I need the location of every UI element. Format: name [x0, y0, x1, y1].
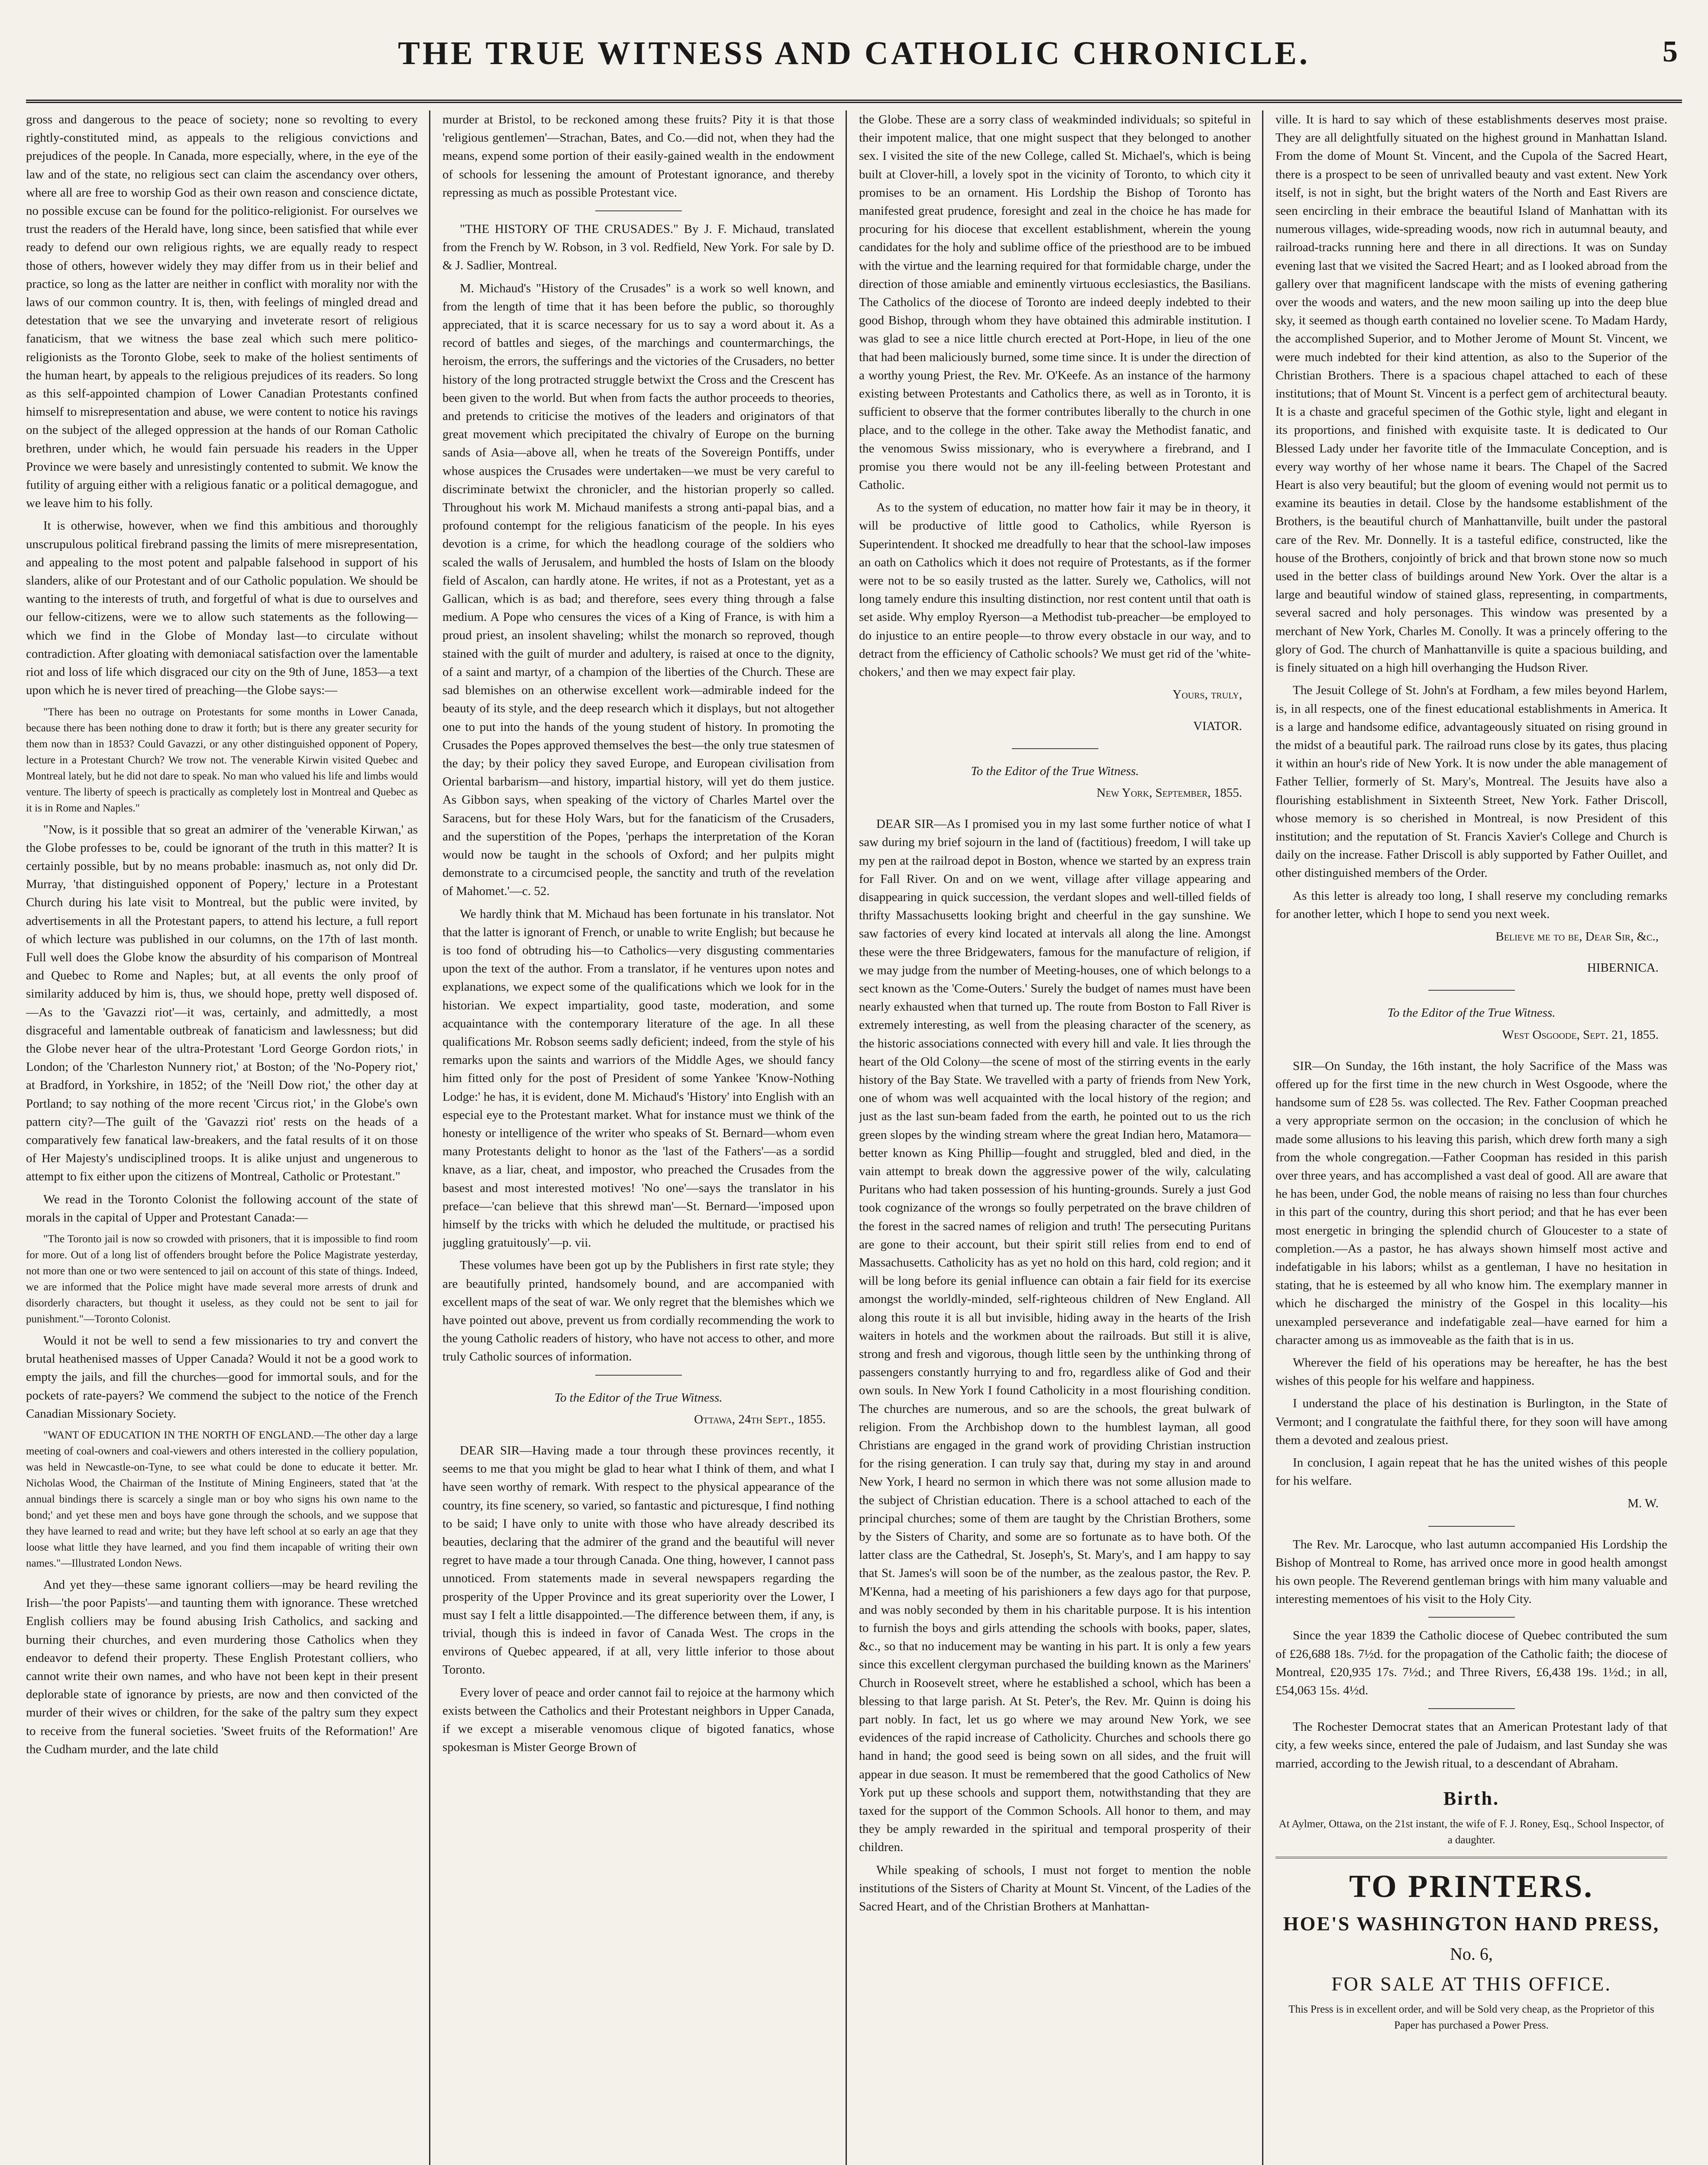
newspaper-title: THE TRUE WITNESS AND CATHOLIC CHRONICLE.: [398, 35, 1310, 71]
paragraph: While speaking of schools, I must not forget to mention the noble institutions of the Sisters of Charity at Mount St. Vincent, of the Ladies of the Sacred Heart, and of the Christian Brothers at Manhattan-: [859, 1863, 1251, 1914]
paragraph: We hardly think that M. Michaud has been fortunate in his translator. Not that the latter is ignorant of French, or unable to write English; but because he is too fond of obtruding his—to Catholics—very disgusting commentaries upon the text of the author. From a translator, if he ventures upon notes and explanations, we expect some of the qualifications which we look for in the historian. We expect impartiality, good taste, moderation, and some acquaintance with the contemporary literature of the age. In all these qualifications Mr. Robson seems sadly deficient; indeed, from the style of his remarks upon the saints and warriors of the Middle Ages, we should fancy him fitted only for the post of President of some Yankee 'Know-Nothing Lodge:' he has, it is evident, done M. Michaud's 'History' into English with an especial eye to the Protestant market. What for instance must we think of the honesty or intelligence of the writer who speaks of St. Bernard—whom even many Protestants delight to honor as the 'last of the Fathers'—as a sordid knave, as a liar, cheat, and impostor, who preached the Crusades from the basest and most interested motives! 'No one'—says the translator in his preface—'can believe that this shrewd man'—St. Bernard—'imposed upon himself by the tricks with which he deluded the multitude, or practised his juggling gratuitously'—p. vii.: [442, 907, 834, 1250]
newspaper-page: [26, 17, 1682, 2165]
section-divider: [595, 1375, 682, 1376]
column-2: [442, 110, 834, 2165]
paragraph: And yet they—these same ignorant colliers—may be heard reviling the Irish—'the poor Papists'—and taunting them with ignorance. These wretched English colliers may be found abusing Irish Catholics, and sacking and burning their churches, and even murdering those Catholics when they endeavor to defend their property. These English Protestant colliers, who cannot write their own names, and who have not been kept in their present deplorable state of ignorance by priests, are now and then convicted of the murder of their wives or children, for the sake of the paltry sum they expect to receive from the funeral societies. 'Sweet fruits of the Reformation!' Are the Cudham murder, and the late child: [26, 1577, 418, 1756]
page-number: 5: [1663, 35, 1678, 68]
letter-dateline: West Osgoode, Sept. 21, 1855.: [1502, 1028, 1659, 1042]
paragraph: We read in the Toronto Colonist the following account of the state of morals in the capital of Upper and Protestant Canada:—: [26, 1192, 418, 1225]
paragraph: These volumes have been got up by the Publishers in first rate style; they are beautifully printed, handsomely bound, and are accompanied with excellent maps of the seat of war. We only regret that the blemishes which we have pointed out above, prevent us from cordially recommending the work to the young Catholic readers of history, who have not access to other, and more truly Catholic sources of information.: [442, 1258, 834, 1364]
paragraph: The Jesuit College of St. John's at Fordham, a few miles beyond Harlem, is, in all respects, one of the finest educational establishments in America. It is a large and handsome edifice, advantageously situated on rising ground in the midst of a beautiful park. The railroad runs close by its gates, thus placing it within an hour's ride of New York. It is now under the able management of Father Tellier, formerly of St. Mary's, Montreal. The Jesuits have also a flourishing establishment in Sixteenth Street, New York. Father Driscoll, whose memory is so cherished in Montreal, is now President of this institution; and the reputation of St. Francis Xavier's College and Church is daily on the increase. Father Driscoll is ably supported by Father Ouillet, and other distinguished members of the Order.: [1275, 683, 1667, 880]
paragraph: The Rochester Democrat states that an American Protestant lady of that city, a few weeks since, entered the pale of Judaism, and last Sunday she was married, according to the Jewish ritual, to a descendant of Abraham.: [1275, 1720, 1667, 1771]
birth-notice: At Aylmer, Ottawa, on the 21st instant, the wife of F. J. Roney, Esq., School Inspector, of a daughter.: [1279, 1818, 1664, 1846]
column-3: [859, 110, 1251, 2165]
letter-dateline: New York, September, 1855.: [1096, 785, 1242, 800]
book-review-heading: "THE HISTORY OF THE CRUSADES." By J. F. Michaud, translated from the French by W. Robson, in 3 vol. Redfield, New York. For sale by D. & J. Sadlier, Montreal.: [442, 222, 834, 273]
letter-closing: Yours, truly,: [1172, 688, 1242, 702]
paragraph: The Rev. Mr. Larocque, who last autumn accompanied His Lordship the Bishop of Montreal to Rome, has arrived once more in good health amongst his own people. The Reverend gentleman brings with him many valuable and interesting mementoes of his visit to the Holy City.: [1275, 1537, 1667, 1606]
section-divider: [1428, 1617, 1515, 1618]
quotation: "There has been no outrage on Protestants for some months in Lower Canada, because there has been nothing done to draw it forth; but is there any greater security for them now than in 1853? Could Gavazzi, or any other distinguished opponent of Popery, lecture in a Protestant Church? We trow not. The venerable Kirwin visited Quebec and Montreal lately, but he did not dare to speak. No man who valued his life and limbs would venture. The liberty of speech is practically as completely lost in Montreal and Quebec as it is in Rome and Naples.": [26, 706, 418, 814]
ad-title: TO PRINTERS.: [1349, 1868, 1594, 1904]
column-divider: [429, 110, 430, 2165]
paragraph: M. Michaud's "History of the Crusades" is a work so well known, and from the length of time that it has been before the public, so thoroughly appreciated, that it is scarce necessary for us to say a word about it. As a record of battles and sieges, of the marchings and countermarchings, the heroism, the errors, the sufferings and the victories of the Crusaders, no better history of the long protracted struggle betwixt the Cross and the Crescent has been given to the world. But when from facts the author proceeds to theories, and pretends to criticise the motives of the leaders and originators of that great movement which precipitated the chivalry of Europe on the burning sands of Asia—above all, when he treats of the Sovereign Pontiffs, under whose auspices the Crusades were undertaken—we must be very careful to discriminate betwixt the chronicler, and the historian properly so called. Throughout his work M. Michaud manifests a strong anti-papal bias, and a profound contempt for the religious fanaticism of the people. In his eyes devotion is a crime, for which the headlong courage of the soldiers who scaled the walls of Jerusalem, and humbled the hosts of Islam on the bloody field of Ascalon, can hardly atone. He writes, if not as a Protestant, yet as a Gallican, which is as bad; and therefore, sees every thing through a false medium. A Pope who censures the vices of a King of France, is with him a proud priest, an insolent shaveling; whilst the monarch so reproved, though stained with the guilt of murder and adultery, is raised at once to the dignity, of a saint and martyr, of a champion of the liberties of the Church. These are sad blemishes on an otherwise excellent work—admirable indeed for the beauty of its style, and the deep research which it displays, but not altogether one to put into the hands of the young student of history. In promoting the Crusades the Popes approved themselves the best—the only true statesmen of the day; by their policy they saved Europe, and European civilisation from Oriental barbarism—and history, impartial history, will yet do them justice. As Gibbon says, when speaking of the victory of Charles Martel over the Saracens, but for these Holy Wars, but for the fanaticism of the Crusaders, and the superstition of the Popes, 'perhaps the interpretation of the Koran would now be taught in the schools of Oxford; and her pulpits might demonstrate to a circumcised people, the sanctity and truth of the revelation of Mahomet.'—c. 52.: [442, 281, 834, 898]
section-divider: [1428, 1708, 1515, 1709]
section-divider: [1428, 990, 1515, 991]
paragraph: Every lover of peace and order cannot fail to rejoice at the harmony which exists between the Catholics and their Protestant neighbors in Upper Canada, if we except a miserable venomous clique of bigoted fanatics, whose spokesman is Mister George Brown of: [442, 1685, 834, 1755]
paragraph: SIR—On Sunday, the 16th instant, the holy Sacrifice of the Mass was offered up for the first time in the new church in West Osgoode, where the handsome sum of £28 5s. was collected. The Rev. Father Coopman preached a very appropriate sermon on the occasion; in the conclusion of which he made some allusions to his leaving this parish, which drew forth many a sigh from the whole congregation.—Father Coopman has resided in this parish over three years, and has accomplished a vast deal of good. All are aware that he has been, under God, the noble means of raising no less than four churches in this part of the country, during this short period; and that he has ever been most energetic in bringing the splendid church of Gloucester to a state of completion.—As a pastor, he has always shown himself most active and indefatigable in his labors; whilst as a gentleman, I have no hesitation in stating, that he is esteemed by all who know him. The exemplary manner in which he discharged the ministry of the Gospel in this locality—his unexampled perseverance and indefatigable zeal—have earned for him a character among us as immoveable as the faith that is in us.: [1275, 1059, 1667, 1347]
letter-signature: M. W.: [1627, 1496, 1659, 1511]
ad-line: FOR SALE AT THIS OFFICE.: [1331, 1972, 1611, 1995]
ad-note: This Press is in excellent order, and will be Sold very cheap, as the Proprietor of this Paper has purchased a Power Press.: [1288, 2003, 1654, 2031]
column-divider: [1262, 110, 1263, 2165]
letter-heading: To the Editor of the True Witness.: [1387, 1006, 1556, 1020]
paragraph: murder at Bristol, to be reckoned among these fruits? Pity it is that those 'religious gentlemen'—Strachan, Bates, and Co.—did not, when they had the means, expend some portion of their easily-gained wealth in the endowment of schools for lessening the amount of Protestant ignorance, and thereby repressing as much as possible Protestant vice.: [442, 113, 834, 200]
paragraph: DEAR SIR—Having made a tour through these provinces recently, it seems to me that you might be glad to hear what I think of them, and what I have seen worthy of remark. With respect to the physical appearance of the country, its fine scenery, so varied, so fantastic and picturesque, I find nothing to be said; I have only to unite with those who have already described its beauties, declaring that the admirer of the grand and the beautiful will never regret to have made a tour through Canada. One thing, however, I cannot pass unnoticed. From statements made in several newspapers regarding the prosperity of the Upper Province and its great superiority over the Lower, I must say I felt a little disappointed.—The difference between them, if any, is trivial, though this is indeed in favor of Canada West. The crops in the environs of Quebec appeared, if at all, very little inferior to those about Toronto.: [442, 1444, 834, 1677]
ad-line: No. 6,: [1450, 1944, 1493, 1964]
paragraph: As this letter is already too long, I shall reserve my concluding remarks for another letter, which I hope to send you next week.: [1275, 889, 1667, 921]
quotation: "The Toronto jail is now so crowded with prisoners, that it is impossible to find room for more. Out of a long list of offenders brought before the Police Magistrate yesterday, not more than one or two were sentenced to jail on account of this state of things. Indeed, we are informed that the Police might have made several more arrests of drunk and disorderly characters, but thought it useless, as they could not be sent to jail for punishment."—Toronto Colonist.: [26, 1233, 418, 1325]
paragraph: Would it not be well to send a few missionaries to try and convert the brutal heathenised masses of Upper Canada? Would it not be a good work to empty the jails, and fill the churches—good for immortal souls, and for the pockets of rate-payers? We commend the subject to the notice of the French Canadian Missionary Society.: [26, 1333, 418, 1421]
section-divider: [595, 210, 682, 211]
section-divider: [1428, 1526, 1515, 1527]
column-4: [1275, 110, 1667, 2165]
paragraph: I understand the place of his destination is Burlington, in the State of Vermont; and I congratulate the faithful there, for they soon will have among them a devoted and zealous priest.: [1275, 1396, 1667, 1447]
letter-dateline: Ottawa, 24th Sept., 1855.: [694, 1412, 826, 1426]
paragraph: the Globe. These are a sorry class of weakminded individuals; so spiteful in their impotent malice, that one might suspect that they belonged to another sex. I visited the site of the new College, called St. Michael's, which is being built at Clover-hill, a lovely spot in the vicinity of Toronto, to which city it promises to be an ornament. His Lordship the Bishop of Toronto has manifested great prudence, foresight and zeal in the choice he has made for procuring for his diocese that excellent establishment, wherein the young candidates for the holy and sublime office of the priesthood are to be imbued with the virtue and the learning required for that formidable charge, under the direction of those amiable and eminently virtuous ecclesiastics, the Basilians. The Catholics of the diocese of Toronto are indeed deeply indebted to their good Bishop, through whom they have obtained this admirable institution. I was glad to see a nice little church erected at Port-Hope, in lieu of the one that had been maliciously burned, some time since. It is under the direction of a worthy young Priest, the Rev. Mr. O'Keefe. As an instance of the harmony existing between Protestants and Catholics there, as well as in Toronto, it is sufficient to observe that the former contributes liberally to the church in one place, and to the college in the other. Take away the Methodist fanatic, and the venomous Swiss missionary, who is everywhere a firebrand, and I promise you there would not be any ill-feeling between Protestant and Catholic.: [859, 113, 1251, 492]
paragraph: It is otherwise, however, when we find this ambitious and thoroughly unscrupulous political firebrand passing the limits of mere misrepresentation, and appealing to the most potent and palpable falsehood in support of his slanders, alike of our Protestant and of our Catholic population. We should be wanting to the interests of truth, and forgetful of what is due to ourselves and our fellow-citizens, were we to allow such statements as the following—which we find in the Globe of Monday last—to circulate without contradiction. After gloating with demoniacal satisfaction over the lamentable riot and loss of life which disgraced our city on the 9th of June, 1853—a text upon which he is never tired of preaching—the Globe says:—: [26, 519, 418, 698]
letter-heading: To the Editor of the True Witness.: [971, 764, 1139, 778]
column-divider: [846, 110, 847, 2165]
section-divider: [1012, 748, 1098, 749]
paragraph: As to the system of education, no matter how fair it may be in theory, it will be productive of little good to Catholics, while Ryerson is Superintendent. It shocked me dreadfully to hear that the school-law imposes an oath on Catholics which it does not require of Protestants, as if the former were not to be so easily trusted as the latter. Surely we, Catholics, will not long tamely endure this insulting distinction, nor rest content until that oath is set aside. Why employ Ryerson—a Methodist tub-preacher—be employed to do injustice to an entire people—to throw every obstacle in our way, and to detract from the efficiency of Catholic schools? We must get rid of the 'white-chokers,' and then we may expect fair play.: [859, 501, 1251, 679]
advertisement: [1275, 1857, 1667, 2033]
masthead: [26, 17, 1682, 103]
paragraph: ville. It is hard to say which of these establishments deserves most praise. They are all delightfully situated on the highest ground in Manhattan Island. From the dome of Mount St. Vincent, and the Cupola of the Sacred Heart, there is a prospect to be seen of unrivalled beauty and vast extent. New York itself, is not in sight, but the bright waters of the North and East Rivers are seen encircling in their embrace the beautiful Island of Manhattan with its numerous villages, wide-spreading woods, now rich in autumnal beauty, and railroad-tracks running here and there in all directions. It was on Sunday evening last that we visited the Sacred Heart; and as I looked abroad from the gallery over that magnificent landscape with the mists of evening gathering over the woods and waters, and the new moon sailing up into the deep blue sky, it seemed as though earth contained no lovelier scene. To Madam Hardy, the accomplished Superior, and to Mother Jerome of Mount St. Vincent, we were much indebted for their kind attention, as also to the Superior of the Christian Brothers. There is a spacious chapel attached to each of these institutions; that of Mount St. Vincent is a perfect gem of architectural beauty. It is a chaste and graceful specimen of the Gothic style, light and elegant in its proportions, and finished with exquisite taste. It is dedicated to Our Blessed Lady under her favorite title of the Immaculate Conception, and is every way worthy of her whose name it bears. The Chapel of the Sacred Heart is also very beautiful; but the gloom of evening would not permit us to examine its beauties in detail. Close by the handsome establishment of the Brothers, is the beautiful church of Manhattanville, built under the pastoral care of the Rev. Mr. Donnelly. It is a tasteful edifice, constructed, like the house of the Brothers, conjointly of brick and that brown stone now so much used in the better class of buildings around New York. Over the altar is a large and beautiful window of stained glass, representing, in compartments, several sacred and holy personages. This window was presented by a merchant of New York, Charles M. Conolly. It was a princely offering to the glory of God. The church of Manhattanville is quite a spacious building, and is finely situated on a high hill overhanging the Hudson River.: [1275, 113, 1667, 675]
paragraph: Wherever the field of his operations may be hereafter, he has the best wishes of this people for his welfare and happiness.: [1275, 1356, 1667, 1388]
column-1: [26, 110, 418, 2165]
paragraph: DEAR SIR—As I promised you in my last some further notice of what I saw during my brief sojourn in the land of (factitious) freedom, I will take up my pen at the railroad depot in Boston, whence we started by an express train for Fall River. On and on we went, village after village appearing and disappearing in quick succession, the verdant slopes and well-tilled fields of thrifty Massachusetts looking bright and cheerful in the gay sunshine. We saw factories of every kind located at intervals all along the line. Amongst these were the three Bridgewaters, famous for the manufacture of religion, if we may judge from the number of Meeting-houses, one of which belongs to a sect known as the 'Come-Outers.' Surely the budget of names must have been nearly exhausted when that turned up. The route from Boston to Fall River is extremely interesting, as well from the pleasing character of the scenery, as the historic associations connected with every hill and vale. It lies through the heart of the Old Colony—the scene of most of the stirring events in the early history of the Bay State. We travelled with a party of friends from New York, one of whom was well acquainted with the local history of the region; and just as the last sun-beam faded from the earth, he pointed out to us the rich green slopes by the winding stream where the great Indian hero, Matamora—better known as King Phillip—fought and struggled, bled and died, in the vain attempt to break down the aggressive power of the wily, calculating Puritans who had taken possession of his hunting-grounds. Surely a just God took cognizance of the wrongs so foully perpetrated on the brave children of the forest in the sacred names of religion and truth! The persecuting Puritans are gone to their account, but their spirit still relies from end to end of Massachusetts. Catholicity has as yet no hold on this hard, cold region; and it will be long before its genial influence can obtain a fair field for its exercise amongst the worldly-minded, self-righteous children of New England. All along this route it is all but invisible, hiding away in the hearts of the Irish waiters in hotels and the workmen about the railroads. But still it is alive, strong and fresh and vigorous, though little seen by the unthinking throng of passengers constantly hurrying to and fro, regardless alike of God and their own souls. In New York I found Catholicity in a most flourishing condition. The churches are numerous, and so are the schools, the great bulwark of religion. From the Archbishop down to the humblest layman, all good Christians are engaged in the grand work of providing Christian instruction for the rising generation. I can truly say that, during my stay in and around New York, I heard no sermon in which there was not some allusion made to the subject of Christian education. There is a school attached to each of the principal churches; some of them are taught by the Christian Brothers, some by the Sisters of Charity, and some are so fortunate as to have both. Of the latter class are the Cathedral, St. Joseph's, St. Mary's, and I am happy to say that St. James's will soon be of the number, as the zealous pastor, the Rev. P. M'Kenna, had a meeting of his parishioners a few days ago for that purpose, and was nobly seconded by them in his charitable purpose. It is his intention to furnish the boys and girls attending the schools with books, paper, slates, &c., so that no inducement may be wanting in his part. It is only a few years since this excellent clergyman purchased the building known as the Mariners' Church in Roosevelt street, where he established a school, which has been a blessing to that large parish. At St. Peter's, the Rev. Mr. Quinn is doing his part nobly. In fact, let us go where we may around New York, we see evidences of the rapid increase of Catholicity. Churches and schools there go hand in hand; the good seed is being sown on all sides, and the fruit will appear in due season. It must be remembered that the good Catholics of New York put up these schools and support them, notwithstanding that they are taxed for the support of the Common Schools. All honor to them, and may they be amply rewarded in the spiritual and temporal prosperity of their children.: [859, 817, 1251, 1855]
paragraph: In conclusion, I again repeat that he has the united wishes of this people for his welfare.: [1275, 1456, 1667, 1488]
ad-line: HOE'S WASHINGTON HAND PRESS,: [1283, 1912, 1660, 1935]
letter-heading: To the Editor of the True Witness.: [554, 1390, 723, 1405]
letter-closing: Believe me to be, Dear Sir, &c.,: [1495, 929, 1659, 944]
quotation: "WANT OF EDUCATION IN THE NORTH OF ENGLAND.—The other day a large meeting of coal-owners and coal-viewers and others interested in the colliery population, was held in Newcastle-on-Tyne, to see what could be done to educate it better. Mr. Nicholas Wood, the Chairman of the Institute of Mining Engineers, stated that 'at the annual bindings there is scarcely a single man or boy who signs his own name to the bond;' and yet these men and boys have gone through the schools, and we suppose that they have learned to read and write; but they have left school at so early an age that they loose what little they have learned, and you find them incapable of writing their own names."—Illustrated London News.: [26, 1429, 418, 1569]
paragraph: "Now, is it possible that so great an admirer of the 'venerable Kirwan,' as the Globe professes to be, could be ignorant of the truth in this matter? It is certainly possible, but by no means probable: inasmuch as, not only did Dr. Murray, 'that distinguished opponent of Popery,' lecture in a Protestant Church during his late visit to Montreal, but the public were invited, by advertisements in all the Protestant papers, to attend his lecture, a full report of which lecture was published in our columns, on the 17th of last month. Full well does the Globe know the absurdity of his comparison of Montreal and Quebec to Rome and Naples; but, at all events the only proof of similarity adduced by him is, thus, we should hope, pretty well disposed of.—As to the 'Gavazzi riot'—it was, certainly, and admittedly, a most disgraceful and lamentable outbreak of fanaticism and lawlessness; but did the Globe never hear of the ultra-Protestant 'Lord George Gordon riots,' in London; of the 'Charleston Nunnery riot,' at Boston; of the 'No-Popery riot,' at Bradford, in Yorkshire, in 1852; of the 'Neill Dow riot,' the other day at Portland; to say nothing of the more recent 'Circus riot,' in the Globe's own pattern city?—The guilt of the 'Gavazzi riot' rests on the heads of a comparatively few fanatical law-breakers, and the fatal results of it on those of Her Majesty's undisciplined troops. It is alike unjust and ungenerous to attempt to fix either upon the citizens of Montreal, Catholic or Protestant.": [26, 822, 418, 1184]
paragraph: gross and dangerous to the peace of society; none so revolting to every rightly-constituted mind, as appeals to the religious convictions and prejudices of the people. In Canada, more especially, where, in the eye of the law and of the state, no religious sect can claim the ascendancy over others, where all are free to worship God as their own reason and conscience dictate, no possible excuse can be found for the politico-religionist. For ourselves we trust the readers of the Herald have, long since, been satisfied that while ever ready to defend our own religious rights, we are equally ready to respect those of others, however widely they may differ from us in their belief and practice, so long as the latter are neither in conflict with morality nor with the laws of our common country. It is, then, with feelings of mingled dread and detestation that we see the unvarying and inveterate resort of religious fanaticism, that we witness the base zeal which such mere politico-religionists as the Toronto Globe, seek to make of the holiest sentiments of the human heart, by appeals to the religious prejudices of its readers. So long as this self-appointed champion of Lower Canadian Protestants confined himself to misrepresentation and abuse, we were content to notice his ravings on the subject of the alleged oppression at the hands of our Roman Catholic brethren, under which, he would fain persuade his readers in the Upper Province we were basely and unresistingly contented to submit. We know the futility of arguing either with a religious fanatic or a political demagogue, and we leave him to his folly.: [26, 113, 418, 511]
birth-heading: Birth.: [1443, 1787, 1500, 1809]
letter-signature: HIBERNICA.: [1587, 961, 1659, 975]
letter-signature: VIATOR.: [1193, 719, 1242, 733]
paragraph: Since the year 1839 the Catholic diocese of Quebec contributed the sum of £26,688 18s. 7½d. for the propagation of the Catholic faith; the diocese of Montreal, £20,935 17s. 7½d.; and Three Rivers, £6,438 19s. 1½d.; in all, £54,063 15s. 4½d.: [1275, 1629, 1667, 1698]
